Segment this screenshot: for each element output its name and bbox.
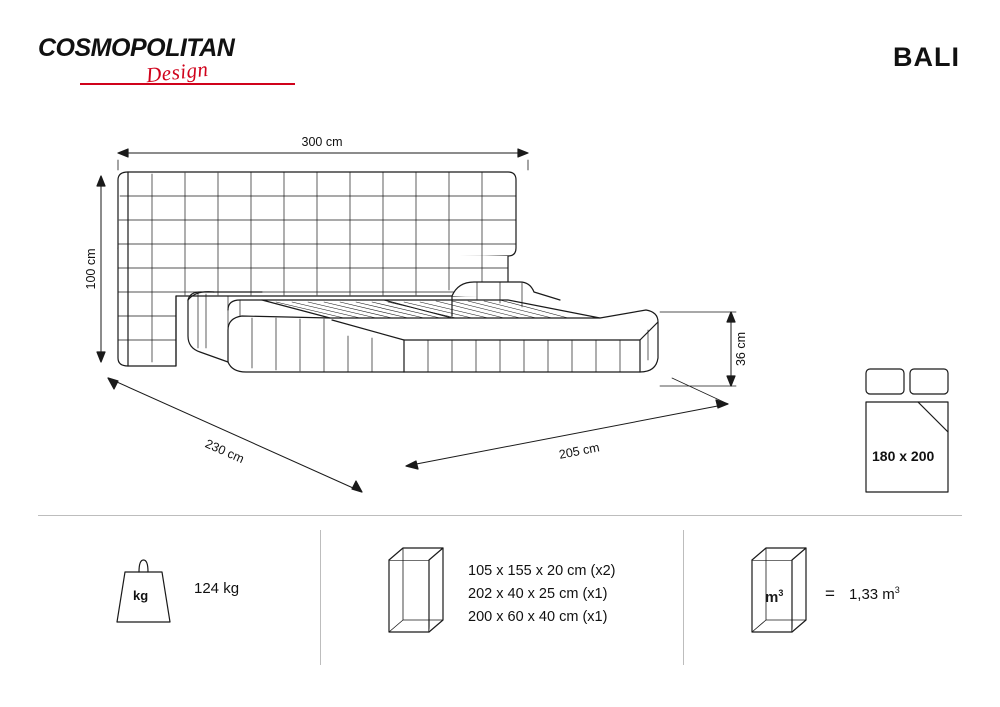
dim-base-height-label: 36 cm bbox=[734, 331, 748, 367]
mattress-size-label: 180 x 200 bbox=[872, 448, 935, 464]
section-divider bbox=[38, 515, 962, 516]
volume-value-exponent: 3 bbox=[894, 585, 900, 595]
volume-icon-text bbox=[765, 588, 783, 606]
weight-unit-text: kg bbox=[133, 588, 149, 603]
package-line: 200 x 60 x 40 cm (x1) bbox=[468, 608, 608, 625]
package-line: 105 x 155 x 20 cm (x2) bbox=[468, 562, 616, 579]
model-title: BALI bbox=[893, 42, 960, 72]
brand-sub-name: Design bbox=[144, 56, 210, 88]
volume-icon-unit: m bbox=[765, 589, 779, 606]
volume-icon-exponent: 3 bbox=[778, 588, 784, 598]
dim-width-label: 300 cm bbox=[301, 135, 343, 149]
packages-info-block bbox=[380, 552, 616, 636]
equals-sign: = bbox=[825, 584, 835, 603]
dim-height-label: 100 cm bbox=[84, 248, 98, 290]
weight-value-label: 124 kg bbox=[194, 579, 240, 597]
volume-value-label bbox=[849, 585, 900, 603]
vertical-divider-2 bbox=[683, 530, 684, 665]
dim-depth-label: 230 cm bbox=[203, 436, 247, 467]
vertical-divider-1 bbox=[320, 530, 321, 665]
dim-inner-length-label: 205 cm bbox=[557, 440, 601, 462]
weight-info-block bbox=[112, 556, 239, 620]
packages-list bbox=[468, 560, 616, 629]
volume-value-text: 1,33 m bbox=[848, 586, 895, 603]
brand-name: COSMOPOLITAN bbox=[38, 34, 235, 62]
package-line: 202 x 40 x 25 cm (x1) bbox=[468, 585, 608, 602]
